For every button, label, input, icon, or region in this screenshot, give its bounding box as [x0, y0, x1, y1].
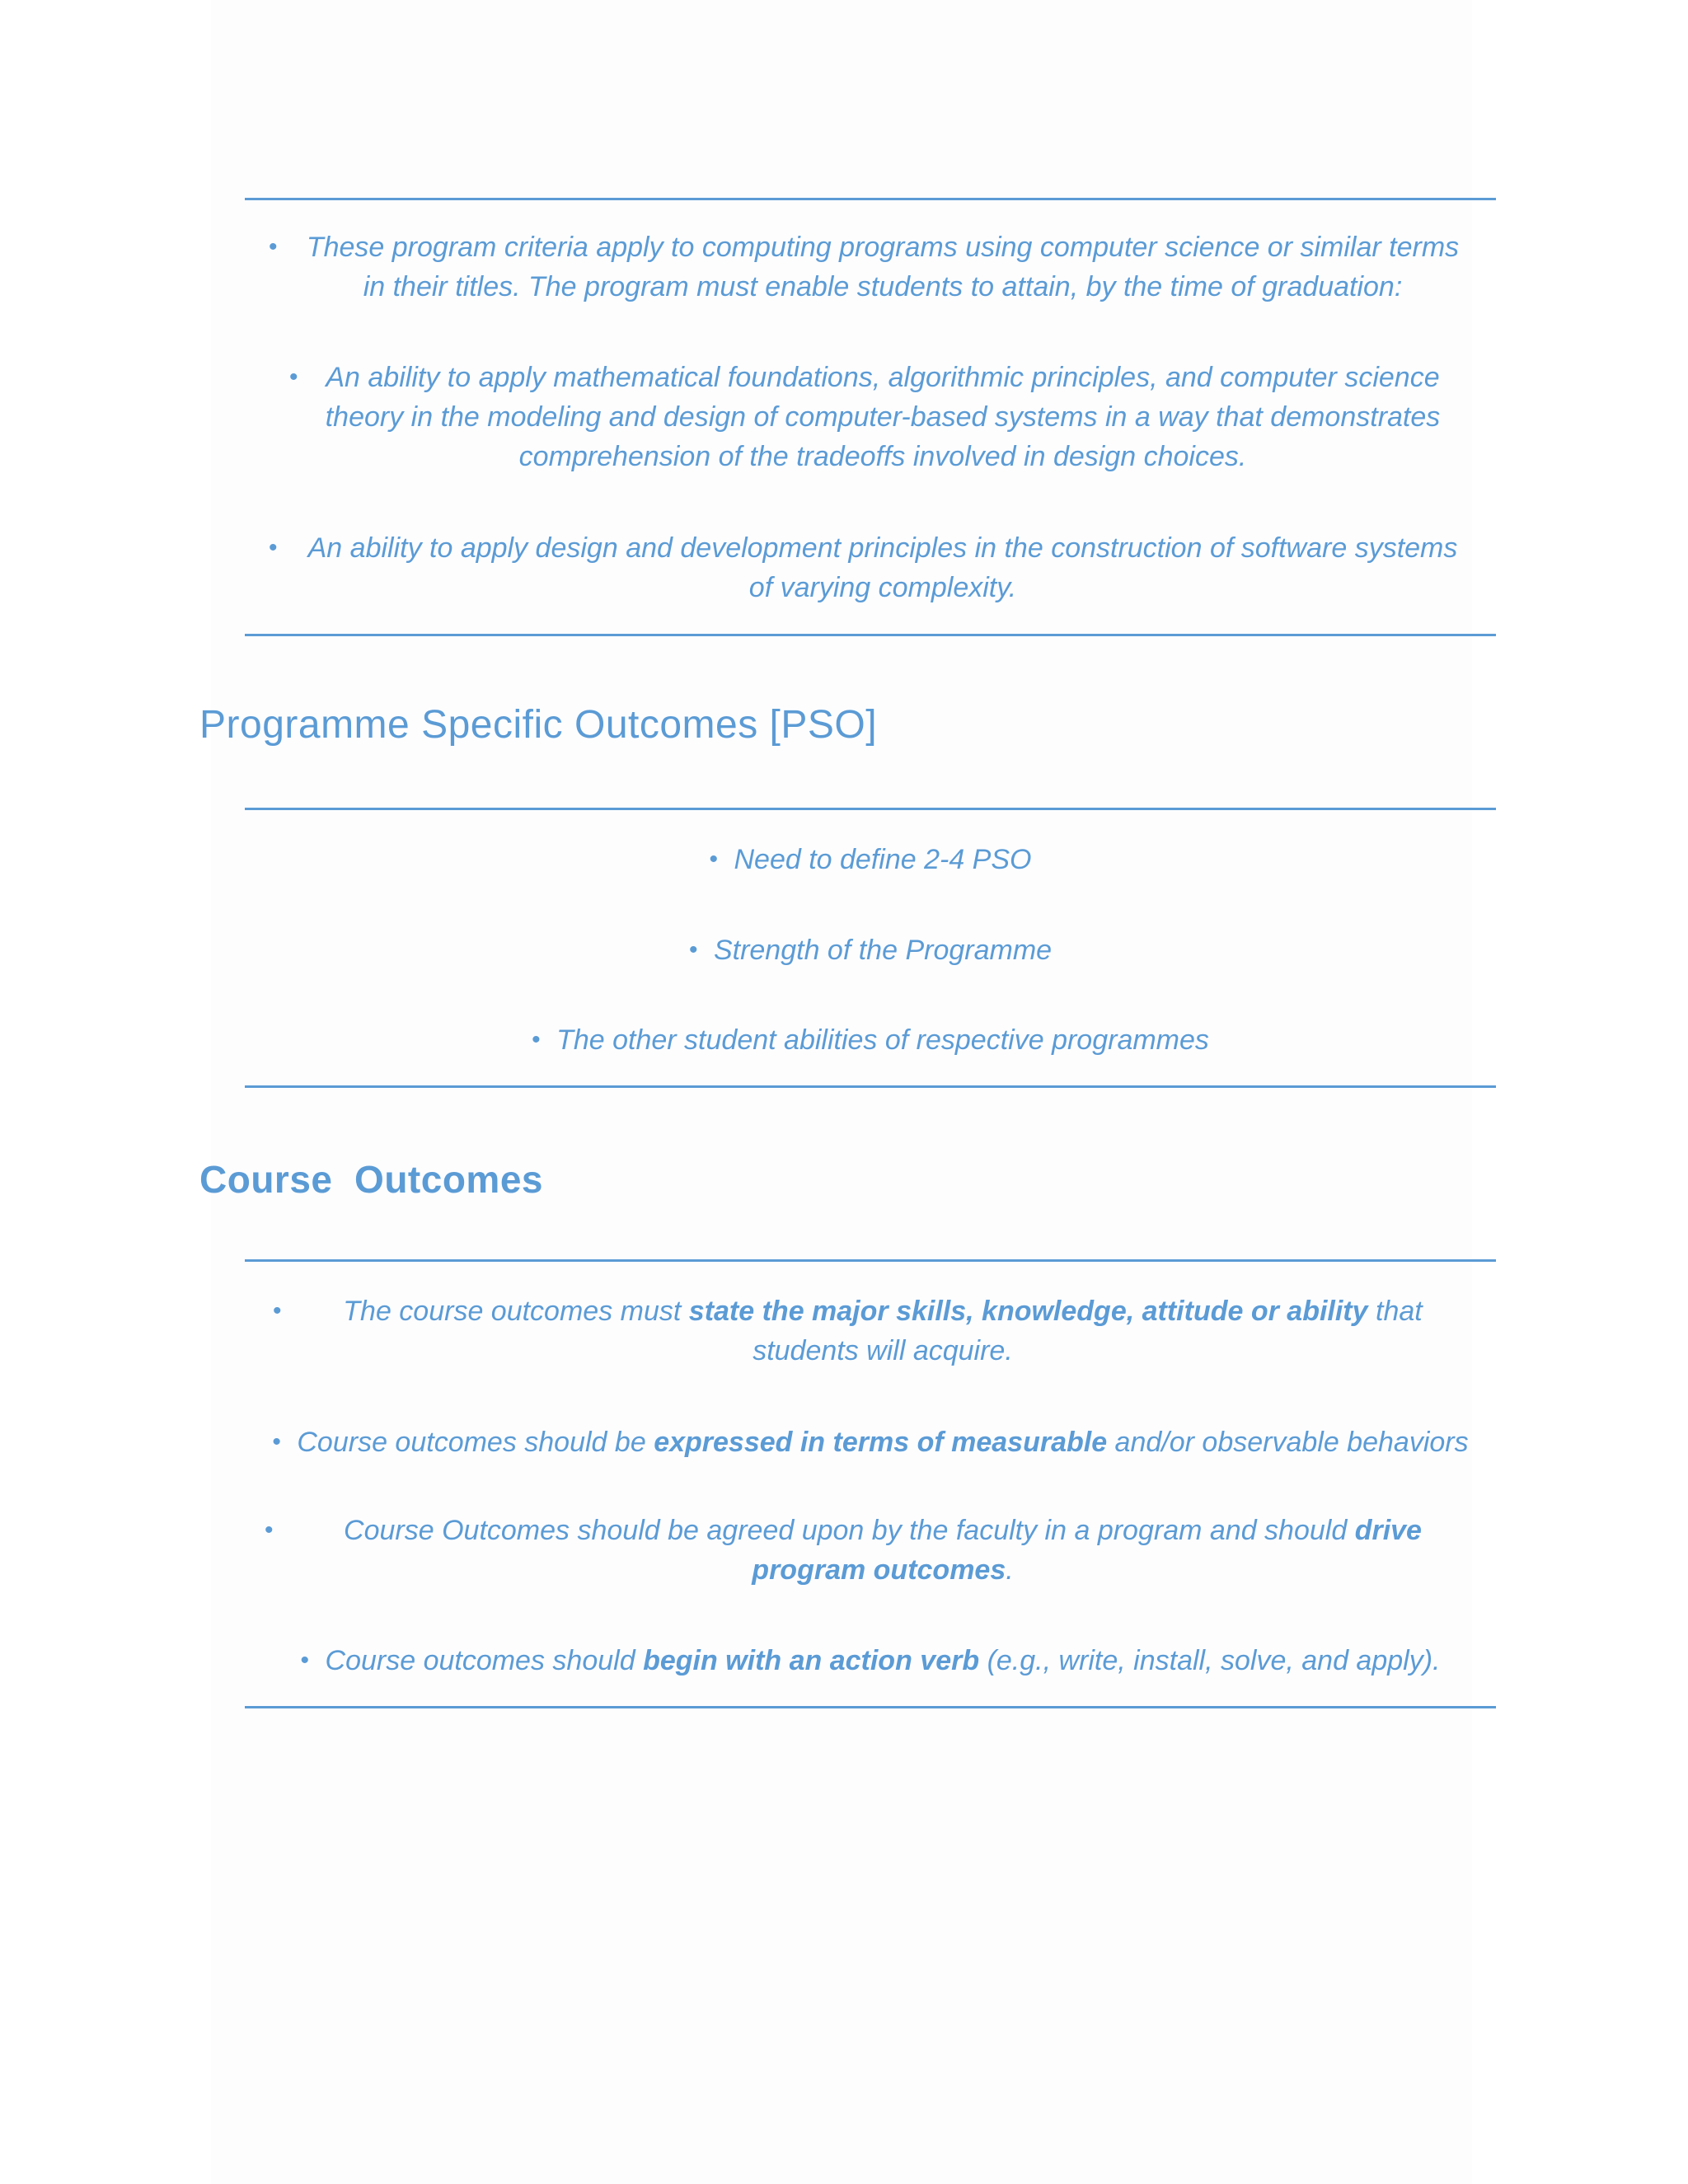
- course-outcome-text: [326, 1641, 1441, 1680]
- list-item: [245, 1422, 1496, 1462]
- list-item: [245, 1020, 1496, 1060]
- course-outcome-emphasis: begin with an action verb: [643, 1645, 980, 1676]
- bullet-icon: •: [269, 534, 278, 561]
- course-outcomes-heading: Course Outcomes: [199, 1158, 543, 1201]
- pso-heading: Programme Specific Outcomes [PSO]: [199, 703, 878, 747]
- pso-text: The other student abilities of respective programmes: [556, 1024, 1209, 1056]
- pso-text: Need to define 2-4 PSO: [734, 844, 1032, 875]
- course-outcome-text: [289, 1511, 1476, 1590]
- bullet-icon: •: [269, 233, 278, 260]
- bullet-icon: •: [709, 846, 718, 873]
- list-item: [245, 840, 1496, 879]
- list-item: [245, 1641, 1496, 1680]
- course-outcomes-box: [245, 1259, 1496, 1708]
- program-criteria-box: [245, 198, 1496, 636]
- course-outcome-text: [298, 1291, 1468, 1371]
- criteria-text: An ability to apply design and development principles in the construction of software systems of varying complexity.: [307, 532, 1458, 603]
- course-outcome-pre: Course outcomes should: [325, 1645, 644, 1676]
- criteria-text: These program criteria apply to computing programs using computer science or similar terms in their titles. The program must enable students to attain, by the time of graduation:: [306, 232, 1460, 302]
- list-item: [245, 227, 1496, 307]
- bullet-icon: •: [300, 1647, 310, 1674]
- course-outcome-text: [297, 1422, 1468, 1462]
- list-item: [270, 358, 1471, 476]
- bullet-icon: •: [289, 363, 298, 391]
- bullet-icon: •: [265, 1516, 274, 1544]
- course-outcome-post: that students will acquire.: [753, 1296, 1423, 1366]
- course-outcome-emphasis: state the major skills, knowledge, attitude or ability: [688, 1296, 1368, 1327]
- bullet-icon: •: [272, 1428, 281, 1455]
- course-outcome-pre: Course outcomes should be: [297, 1427, 654, 1458]
- list-item: [245, 528, 1496, 607]
- list-item: [245, 1291, 1496, 1371]
- pso-text: Strength of the Programme: [713, 935, 1053, 966]
- course-outcome-emphasis: expressed in terms of measurable: [654, 1427, 1108, 1458]
- pso-box: [245, 808, 1496, 1088]
- bullet-icon: •: [688, 936, 698, 963]
- bullet-icon: •: [273, 1297, 282, 1324]
- bullet-icon: •: [532, 1026, 541, 1053]
- course-outcome-post: and/or observable behaviors: [1107, 1427, 1469, 1458]
- course-outcome-emphasis: drive program outcomes: [752, 1515, 1422, 1586]
- course-outcome-post: .: [1006, 1554, 1014, 1586]
- course-outcome-post: (e.g., write, install, solve, and apply).: [979, 1645, 1441, 1676]
- list-item: [245, 1511, 1496, 1590]
- criteria-text: An ability to apply mathematical foundations, algorithmic principles, and computer science theory in the modeling and design of computer-based systems in a way that demonstrates comprehension of the tradeoffs involved in design choices.: [325, 362, 1441, 472]
- course-outcome-pre: The course outcomes must: [343, 1296, 689, 1327]
- list-item: [245, 930, 1496, 970]
- course-outcome-pre: Course Outcomes should be agreed upon by the faculty in a program and should: [344, 1515, 1355, 1546]
